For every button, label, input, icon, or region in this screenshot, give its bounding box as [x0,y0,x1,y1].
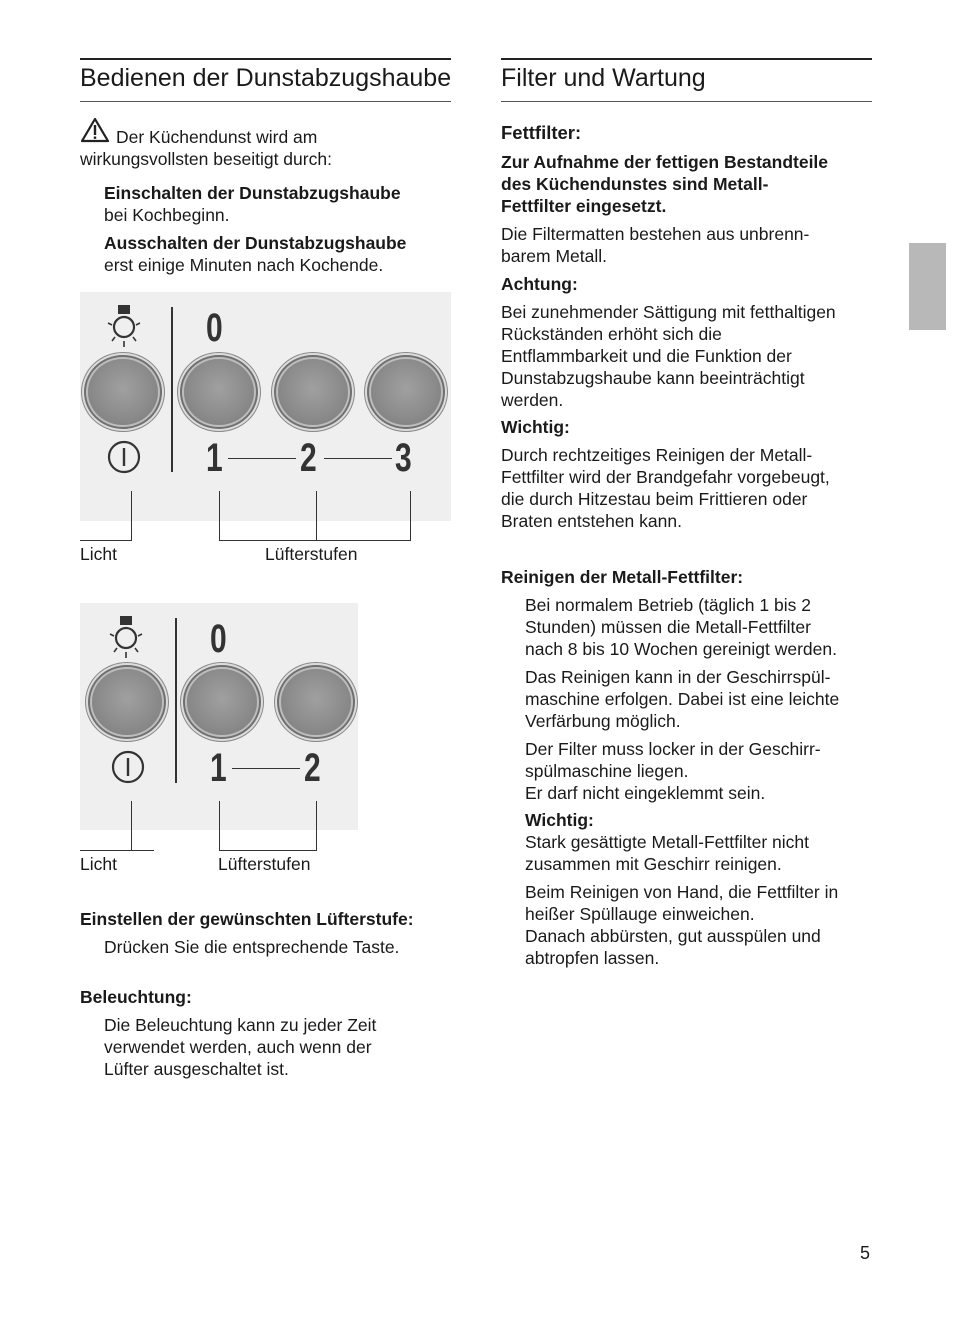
cleaning-5-line-3: Danach abbürsten, gut ausspülen und [525,926,821,946]
panel2-connector-1 [232,768,300,769]
fan-speed-2-button[interactable] [278,359,348,425]
achtung-line-4: Dunstabzugshaube kann beeinträchtigt [501,368,805,388]
cleaning-2-line-1: Das Reinigen kann in der Geschirrspül- [525,667,831,687]
wichtig-line-1: Durch rechtzeitiges Reinigen der Metall- [501,445,813,465]
lighting-text-2: verwendet werden, auch wenn der [104,1037,372,1057]
right-top-rule [501,58,872,60]
panel1-connector-2 [324,458,392,459]
fan-speed-2-button[interactable] [281,669,351,735]
panel2-fan-leader-2 [316,801,317,850]
achtung-heading: Achtung: [501,274,578,294]
light-button[interactable] [92,669,162,735]
light-button[interactable] [88,359,158,425]
panel2-fan-leader-1 [219,801,220,850]
panel2-light-leader [131,801,132,850]
panel1-fan-leader-base [219,540,411,541]
cleaning-1-line-3: nach 8 bis 10 Wochen gereinigt werden. [525,639,837,659]
set-speed-heading: Einstellen der gewünschten Lüfterstufe: [80,909,414,929]
lamp-icon [106,614,146,660]
wichtig-line-4: Braten entstehen kann. [501,511,682,531]
left-top-rule [80,58,451,60]
fettfilter-bold-3: Fettfilter eingesetzt. [501,196,667,216]
panel1-speed-2-label: 2 [300,436,317,480]
cleaning-3-line-3: Er darf nicht eingeklemmt sein. [525,783,766,803]
panel2-speed-2-label: 2 [304,746,321,790]
lamp-icon [104,303,144,349]
cleaning-2-line-2: maschine erfolgen. Dabei ist eine leichte [525,689,840,709]
fettfilter-text-2: barem Metall. [501,246,608,266]
achtung-line-2: Rückständen erhöht sich die [501,324,722,344]
panel2-divider [175,618,177,783]
lighting-text-3: Lüfter ausgeschaltet ist. [104,1059,289,1079]
achtung-line-1: Bei zunehmender Sättigung mit fetthaltigen [501,302,836,322]
panel1-divider [171,307,173,472]
right-heading-rule [501,101,872,102]
panel2-light-leader-base [80,850,154,851]
left-heading-rule [80,101,451,102]
item1-bold: Einschalten der Dunstabzugshaube [104,183,401,203]
panel1-fan-leader-3 [410,491,411,540]
item1-text: bei Kochbeginn. [104,205,230,225]
lighting-text-1: Die Beleuchtung kann zu jeder Zeit [104,1015,377,1035]
wichtig-heading: Wichtig: [501,417,570,437]
set-speed-text: Drücken Sie die entsprechende Taste. [104,937,400,957]
cleaning-wichtig-heading: Wichtig: [525,810,594,830]
panel2-light-label: Licht [80,854,117,874]
cleaning-5-line-2: heißer Spüllauge einweichen. [525,904,755,924]
cleaning-5-line-1: Beim Reinigen von Hand, die Fettfilter in [525,882,839,902]
panel2-zero-label: 0 [210,617,227,661]
panel1-light-leader-base [80,540,132,541]
achtung-line-5: werden. [501,390,564,410]
panel1-speed-3-label: 3 [395,436,412,480]
intro-text: Der Küchendunst wird am wirkungsvollsten beseitigt durch: [80,127,332,169]
item2-bold: Ausschalten der Dunstabzugshaube [104,233,407,253]
wichtig-line-2: Fettfilter wird der Brandgefahr vorgebeugt, [501,467,830,487]
fettfilter-text-1: Die Filtermatten bestehen aus unbrenn- [501,224,810,244]
panel1-fan-label: Lüfterstufen [265,544,358,564]
fan-speed-3-button[interactable] [371,359,441,425]
panel2-speed-1-label: 1 [210,746,227,790]
page-number: 5 [860,1243,871,1263]
panel1-connector-1 [228,458,296,459]
panel1-zero-label: 0 [206,306,223,350]
fettfilter-heading: Fettfilter: [501,122,582,143]
left-heading: Bedienen der Dunstabzugshaube [80,64,452,92]
achtung-line-3: Entflammbarkeit und die Funktion der [501,346,792,366]
chapter-thumb-tab [909,243,946,330]
power-icon [110,749,146,785]
wichtig-line-3: die durch Hitzestau beim Frittieren oder [501,489,808,509]
panel2-fan-leader-base [219,850,317,851]
right-heading: Filter und Wartung [501,64,706,92]
panel1-light-label: Licht [80,544,117,564]
lighting-heading: Beleuchtung: [80,987,192,1007]
panel1-fan-leader-2 [316,491,317,540]
fan-speed-1-button[interactable] [184,359,254,425]
panel1-fan-leader-1 [219,491,220,540]
power-icon [106,439,142,475]
fan-speed-1-button[interactable] [187,669,257,735]
fettfilter-bold-2: des Küchendunstes sind Metall- [501,174,769,194]
cleaning-3-line-1: Der Filter muss locker in der Geschirr- [525,739,821,759]
cleaning-5-line-4: abtropfen lassen. [525,948,660,968]
item2-text: erst einige Minuten nach Kochende. [104,255,384,275]
cleaning-heading: Reinigen der Metall-Fettfilter: [501,567,744,587]
panel1-light-leader [131,491,132,540]
panel1-speed-1-label: 1 [206,436,223,480]
cleaning-3-line-2: spülmaschine liegen. [525,761,689,781]
panel2-fan-label: Lüfterstufen [218,854,311,874]
cleaning-1-line-1: Bei normalem Betrieb (täglich 1 bis 2 [525,595,811,615]
fettfilter-bold-1: Zur Aufnahme der fettigen Bestandteile [501,152,829,172]
cleaning-1-line-2: Stunden) müssen die Metall-Fettfilter [525,617,811,637]
cleaning-4-line-1: Stark gesättigte Metall-Fettfilter nicht [525,832,809,852]
cleaning-4-line-2: zusammen mit Geschirr reinigen. [525,854,782,874]
cleaning-2-line-3: Verfärbung möglich. [525,711,681,731]
